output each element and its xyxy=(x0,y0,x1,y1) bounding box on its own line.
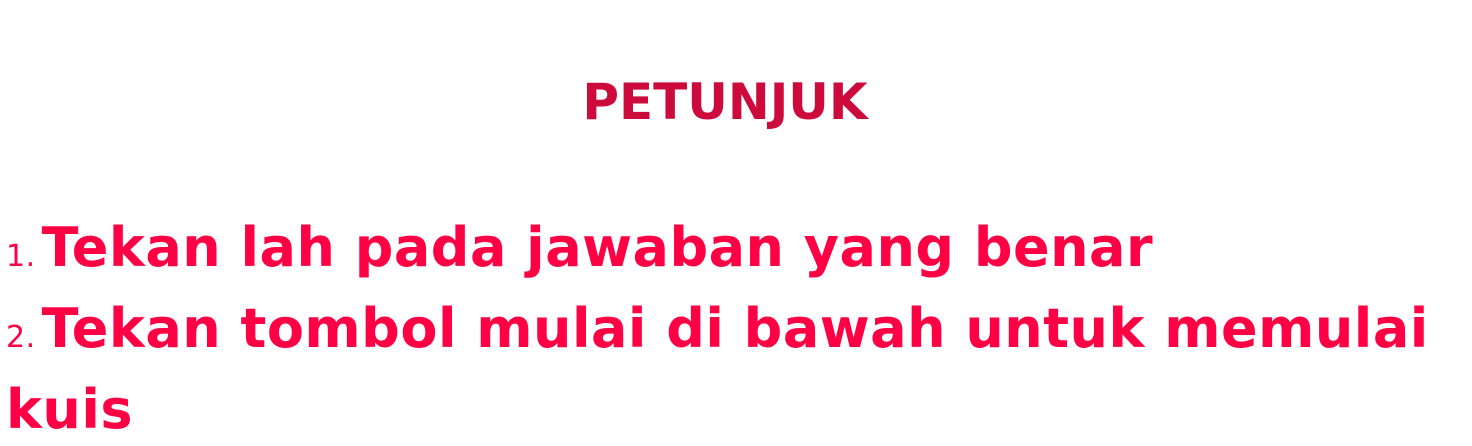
instruction-item-2 xyxy=(6,293,1446,446)
instruction-text: Tekan lah pada jawaban yang benar xyxy=(41,216,1154,279)
page-title: PETUNJUK xyxy=(582,73,868,131)
instruction-number: 1. xyxy=(6,239,36,274)
instruction-number: 2. xyxy=(6,320,36,355)
instruction-item-1 xyxy=(6,212,1446,293)
instruction-list xyxy=(6,212,1446,446)
instruction-text: Tekan tombol mulai di bawah untuk memulai kuis xyxy=(6,297,1429,441)
